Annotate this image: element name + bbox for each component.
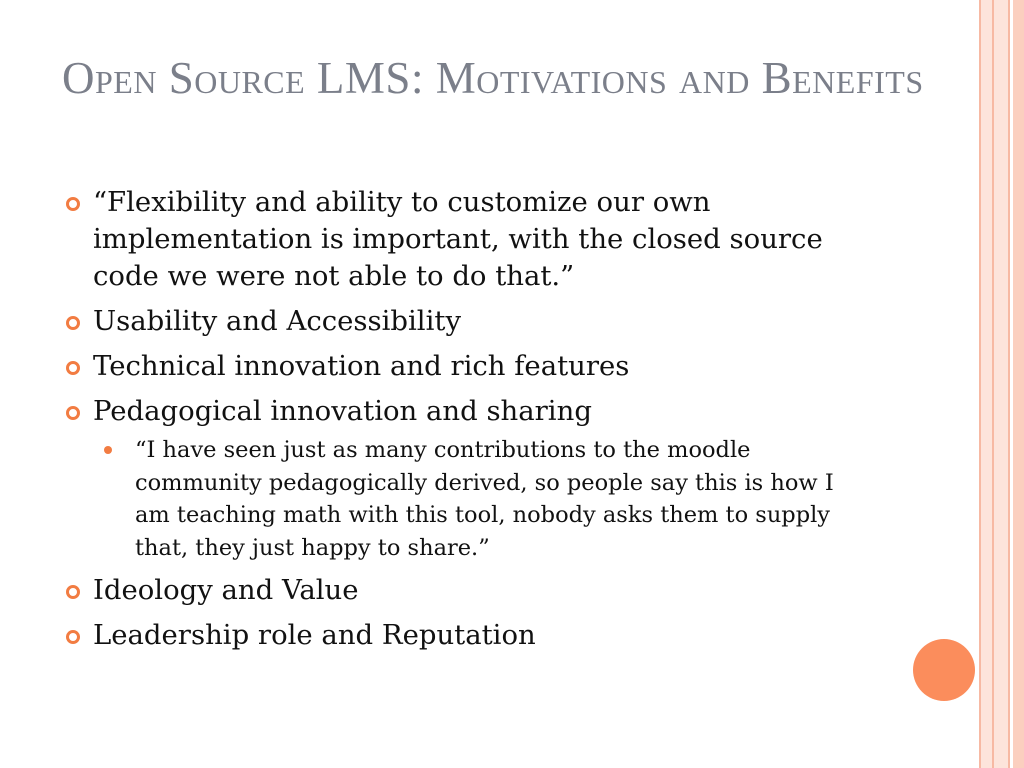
bullet-item xyxy=(62,184,862,295)
ring-bullet-icon xyxy=(66,361,80,375)
bullet-text: Technical innovation and rich features xyxy=(93,350,630,382)
bullet-item xyxy=(62,572,862,609)
bullet-item xyxy=(62,617,862,654)
bullet-list xyxy=(62,184,862,654)
sub-bullet-text: “I have seen just as many contributions to the moodle community pedagogically derived, so people say this is how I am teaching math with this tool, nobody asks them to supply that, they just happy to share.” xyxy=(135,437,834,561)
ring-bullet-icon xyxy=(66,585,80,599)
slide-title: Open Source LMS: Motivations and Benefits xyxy=(62,53,924,103)
bullet-text: Leadership role and Reputation xyxy=(93,619,536,651)
ring-bullet-icon xyxy=(66,630,80,644)
decorative-stripe-band xyxy=(979,0,1009,768)
bullet-item xyxy=(62,393,862,564)
ring-bullet-icon xyxy=(66,316,80,330)
bullet-text: Pedagogical innovation and sharing xyxy=(93,395,592,427)
slide-body xyxy=(62,184,862,662)
dot-bullet-icon xyxy=(104,446,112,454)
ring-bullet-icon xyxy=(66,406,80,420)
bullet-text: Ideology and Value xyxy=(93,574,359,606)
sub-bullet-list xyxy=(93,434,862,564)
sub-bullet-item xyxy=(93,434,862,564)
orange-circle-decoration xyxy=(913,639,975,701)
bullet-text: Usability and Accessibility xyxy=(93,305,461,337)
decorative-stripe-line xyxy=(1008,0,1010,768)
decorative-stripe-line xyxy=(992,0,994,768)
decorative-stripe-edge xyxy=(1013,0,1024,768)
decorative-stripe-line xyxy=(979,0,981,768)
bullet-item xyxy=(62,303,862,340)
bullet-text: “Flexibility and ability to customize our own implementation is important, with the closed source code we were not able to do that.” xyxy=(93,186,823,292)
ring-bullet-icon xyxy=(66,197,80,211)
bullet-item xyxy=(62,348,862,385)
